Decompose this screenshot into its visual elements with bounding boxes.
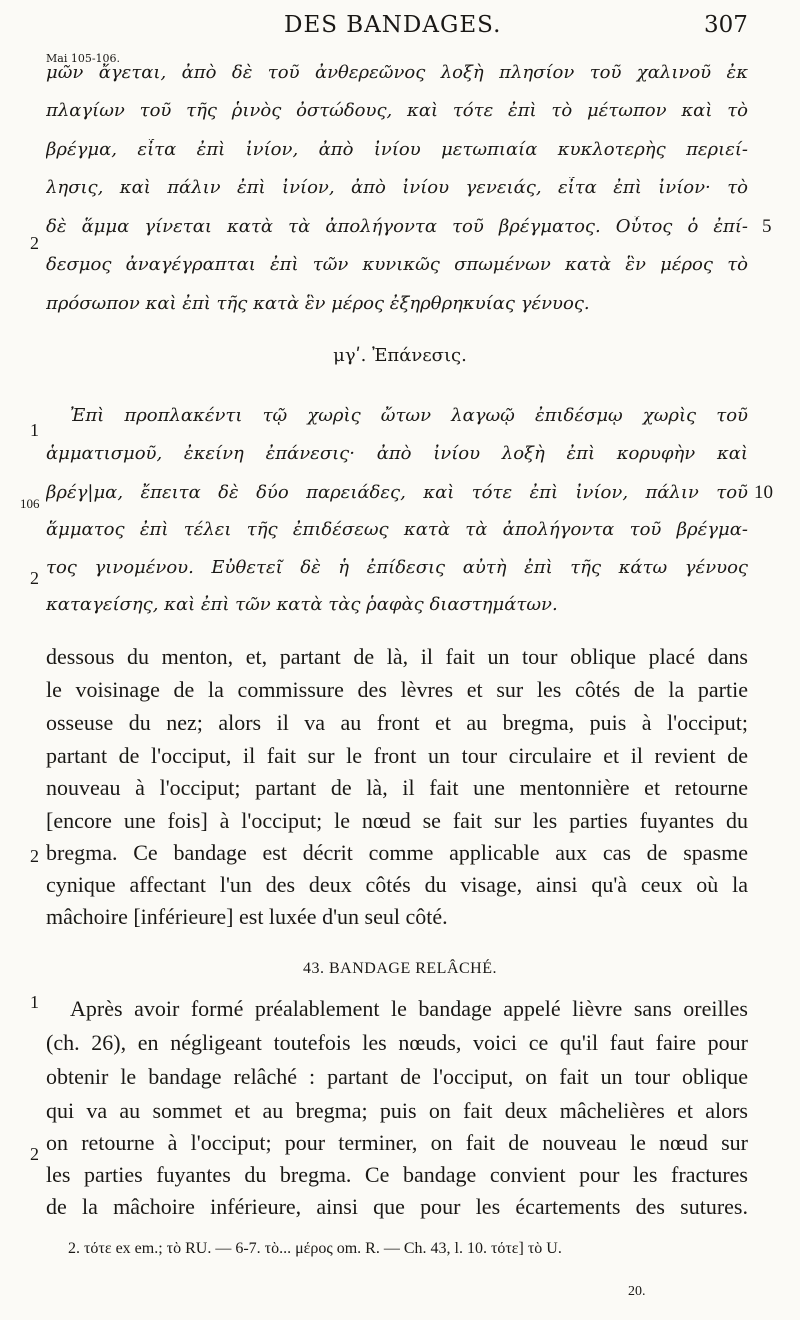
- french-line: [encore une fois] à l'occiput; le nœud se fait sur les parties fuyantes du: [46, 808, 748, 833]
- greek-line: βρέγμα, εἶτα ἐπὶ ἰνίον, ἀπὸ ἰνίου μετωπιαία κυκλοτερὴς περιεί-: [46, 139, 748, 160]
- greek-line: λησις, καὶ πάλιν ἐπὶ ἰνίον, ἀπὸ ἰνίου γενειάς, εἶτα ἐπὶ ἰνίον· τὸ: [46, 177, 748, 198]
- french-line: obtenir le bandage relâché : partant de l'occiput, on fait un tour oblique: [46, 1064, 748, 1089]
- french-line: cynique affectant l'un des deux côtés du visage, ainsi qu'à ceux où la: [46, 872, 748, 897]
- greek-line: πρόσωπον καὶ ἐπὶ τῆς κατὰ ἓν μέρος ἐξηρθρηκυίας γένυος.: [46, 293, 590, 314]
- greek-line: δὲ ἅμμα γίνεται κατὰ τὰ ἀπολήγοντα τοῦ βρέγματος. Οὗτος ὁ ἐπί-: [46, 216, 748, 237]
- french-line: qui va au sommet et au bregma; puis on fait deux mâchelières et alors: [46, 1098, 748, 1123]
- french-line: le voisinage de la commissure des lèvres et sur les côtés de la partie: [46, 677, 748, 702]
- french-line: les parties fuyantes du bregma. Ce bandage convient pour les fractures: [46, 1162, 748, 1187]
- greek-line: τος γινομένου. Εὐθετεῖ δὲ ἡ ἐπίδεσις αὐτὴ ἐπὶ τῆς κάτω γένυος: [46, 557, 748, 578]
- section-heading-greek: μγʹ. Ἐπάνεσις.: [333, 345, 467, 366]
- greek-line: Ἐπὶ προπλακέντι τῷ χωρὶς ὤτων λαγωῷ ἐπιδέσμῳ χωρὶς τοῦ: [70, 405, 748, 426]
- greek-line: ἅμματος ἐπὶ τέλει τῆς ἐπιδέσεως κατὰ τὰ ἀπολήγοντα τοῦ βρέγμα-: [46, 519, 748, 540]
- french-line: osseuse du nez; alors il va au front et au bregma, puis à l'occiput;: [46, 710, 748, 735]
- greek-line: μῶν ἄγεται, ἀπὸ δὲ τοῦ ἀνθερεῶνος λοξὴ πλησίον τοῦ χαλινοῦ ἐκ: [46, 62, 748, 83]
- greek-line: καταγείσης, καὶ ἐπὶ τῶν κατὰ τὰς ῥαφὰς διαστημάτων.: [46, 594, 558, 615]
- greek-line: πλαγίων τοῦ τῆς ῥινὸς ὀστώδους, καὶ τότε ἐπὶ τὸ μέτωπον καὶ τὸ: [46, 100, 748, 121]
- greek-line: δεσμος ἀναγέγραπται ἐπὶ τῶν κυνικῶς σπωμένων κατὰ ἓν μέρος τὸ: [46, 254, 748, 275]
- french-line: nouveau à l'occiput; partant de là, il fait une mentonnière et retourne: [46, 775, 748, 800]
- greek-line: βρέγ|μα, ἔπειτα δὲ δύο παρειάδες, καὶ τότε ἐπὶ ἰνίον, πάλιν τοῦ: [46, 482, 748, 503]
- line-marker: 2: [30, 233, 39, 253]
- french-line: mâchoire [inférieure] est luxée d'un seul côté.: [46, 904, 448, 929]
- french-line: (ch. 26), en négligeant toutefois les nœuds, voici ce qu'il faut faire pour: [46, 1030, 748, 1055]
- footnote-apparatus: 2. τότε ex em.; τὸ RU. — 6-7. τὸ... μέρος om. R. — Ch. 43, l. 10. τότε] τὸ U.: [68, 1240, 562, 1257]
- page-number: 307: [704, 12, 748, 38]
- french-line: de la mâchoire inférieure, ainsi que pour les écartements des sutures.: [46, 1194, 748, 1219]
- french-line: dessous du menton, et, partant de là, il fait un tour oblique placé dans: [46, 644, 748, 669]
- running-header-title: DES BANDAGES.: [284, 12, 502, 38]
- line-number-right: 10: [754, 482, 773, 503]
- greek-line: ἁμματισμοῦ, ἐκείνη ἐπάνεσις· ἀπὸ ἰνίου λοξὴ ἐπὶ κορυφὴν καὶ: [46, 443, 748, 464]
- french-line: on retourne à l'occiput; pour terminer, on fait de nouveau le nœud sur: [46, 1130, 748, 1155]
- line-marker: 2: [30, 1144, 39, 1164]
- french-line: partant de l'occiput, il fait sur le front un tour circulaire et il revient de: [46, 743, 748, 768]
- side-note: Mai 105-106.: [46, 52, 121, 65]
- line-marker: 1: [30, 992, 39, 1012]
- french-line: bregma. Ce bandage est décrit comme applicable aux cas de spasme: [46, 840, 748, 865]
- line-marker: 106: [20, 496, 40, 511]
- line-number-right: 5: [762, 216, 772, 237]
- line-marker: 1: [30, 420, 39, 440]
- section-heading-french: 43. BANDAGE RELÂCHÉ.: [303, 960, 497, 977]
- line-marker: 2: [30, 568, 39, 588]
- line-marker: 2: [30, 846, 39, 866]
- french-line: Après avoir formé préalablement le bandage appelé lièvre sans oreilles: [70, 996, 748, 1021]
- printer-signature-mark: 20.: [628, 1284, 646, 1299]
